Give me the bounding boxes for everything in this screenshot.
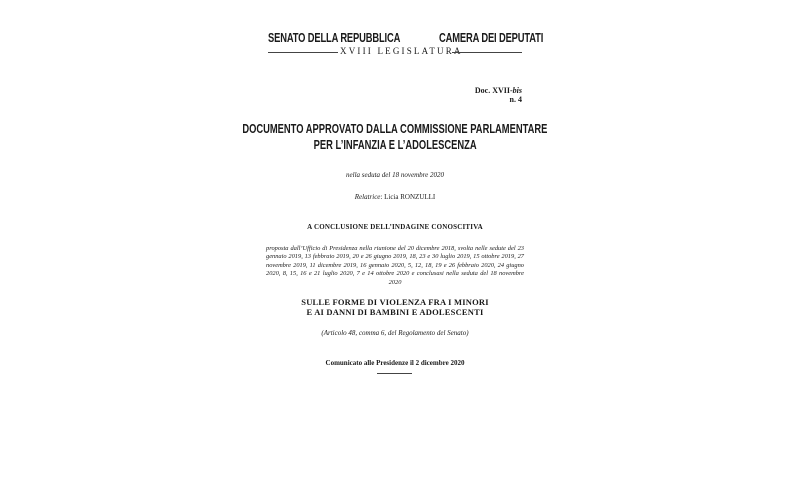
inquiry-subject [0, 298, 790, 317]
subject-line-1: SULLE FORME DI VIOLENZA FRA I MINORI [301, 297, 489, 307]
doc-number-line [475, 86, 522, 95]
rapporteur-name: : Licia RONZULLI [380, 193, 436, 201]
closing-rule [377, 373, 412, 374]
doc-n-line: n. 4 [509, 95, 522, 104]
communication-date: Comunicato alle Presidenze il 2 dicembre 2020 [325, 359, 465, 367]
doc-type-suffix: bis [512, 86, 522, 95]
doc-type: Doc. XVII- [474, 86, 513, 95]
legislature-label: XVIII LEGISLATURA [340, 46, 463, 56]
title-line-2: PER L’INFANZIA E L’ADOLESCENZA [313, 137, 477, 152]
document-reference [475, 86, 522, 104]
rapporteur [0, 193, 790, 201]
document-title [0, 121, 790, 153]
rapporteur-label: Relatrice [354, 193, 381, 201]
subject-line-2: E AI DANNI DI BAMBINI E ADOLESCENTI [306, 306, 484, 317]
header-senato: SENATO DELLA REPUBBLICA [268, 30, 401, 45]
title-line-1: DOCUMENTO APPROVATO DALLA COMMISSIONE PARLAMENTARE [242, 121, 548, 136]
regulation-article: (Articolo 48, comma 6, del Regolamento del Senato) [321, 329, 469, 337]
legislature-rule-left [268, 52, 338, 53]
legislature-rule-right [452, 52, 522, 53]
conclusion-heading: A CONCLUSIONE DELL’INDAGINE CONOSCITIVA [307, 223, 483, 231]
approval-session: nella seduta del 18 novembre 2020 [346, 171, 444, 179]
header-camera: CAMERA DEI DEPUTATI [439, 30, 544, 45]
proposal-paragraph: proposta dall’Ufficio di Presidenza nella riunione del 20 dicembre 2018, svolta nelle sedute del 23 gennaio 2019, 13 febbraio 2019, 20 e 26 giugno 2019, 18, 23 e 30 luglio 2019, 15 ottobre 2019, 27 novembre 2019, 11 dicembre 2019, 16 gennaio 2020, 5, 12, 18, 19 e 26 febbraio 2020, 24 giugno 2020, 8, 15, 16 e 21 luglio 2020, 7 e 14 ottobre 2020 e conclusasi nella seduta del 18 novembre 2020 [266, 245, 524, 286]
